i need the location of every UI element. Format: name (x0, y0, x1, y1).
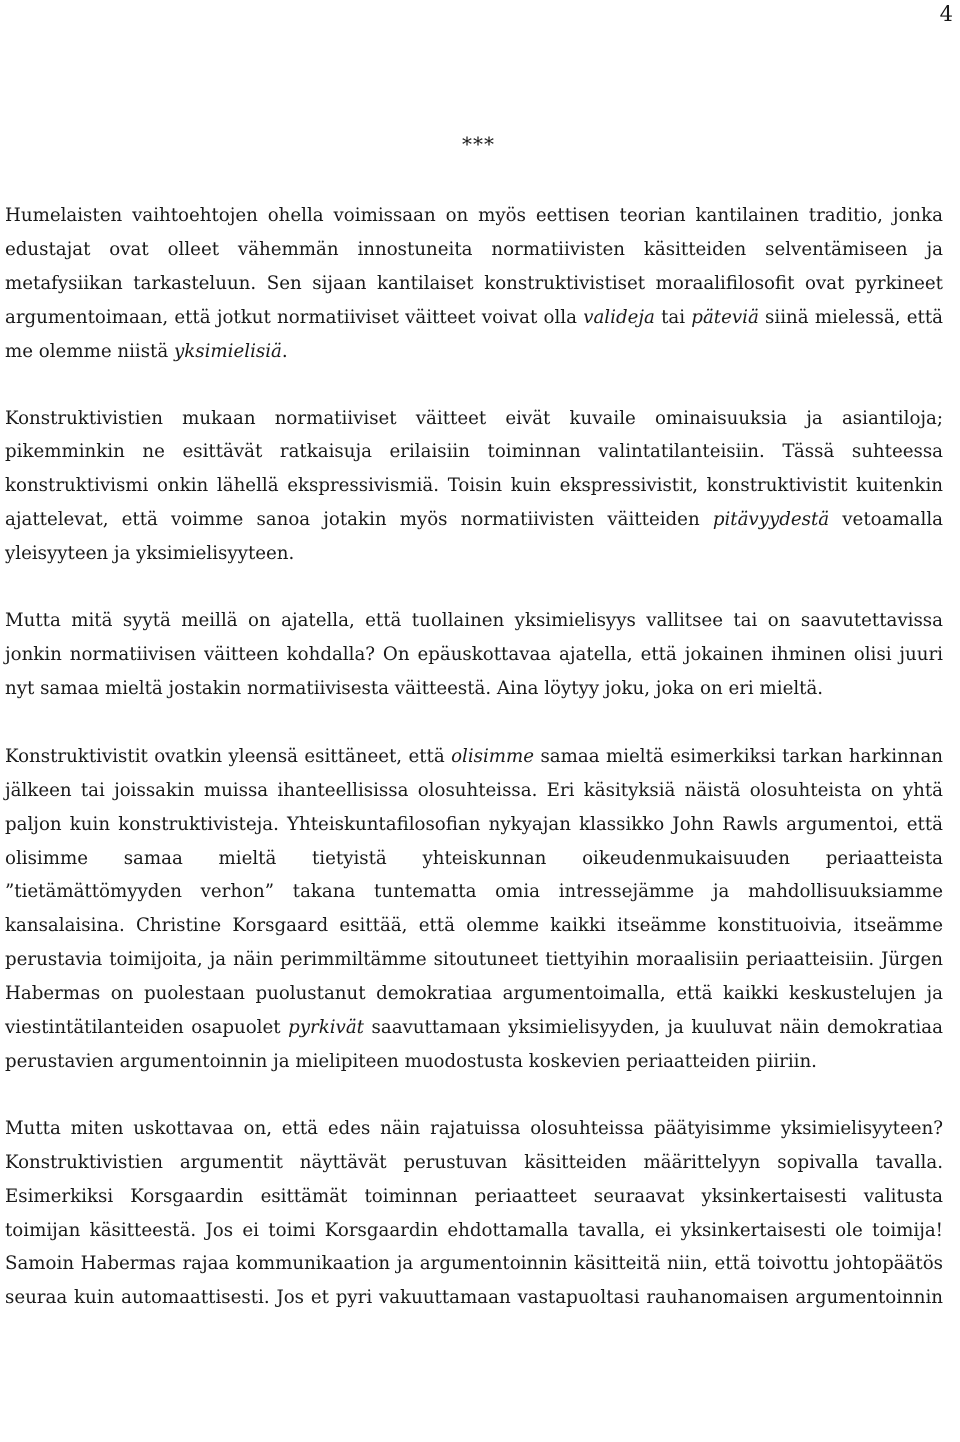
paragraph (5, 740, 943, 1079)
italic-text-run: yksimielisiä (173, 340, 282, 362)
italic-text-run: pitävyydestä (712, 509, 830, 531)
italic-text-run: valideja (583, 306, 655, 328)
text-run: . (281, 340, 288, 362)
section-separator: *** (462, 132, 495, 156)
text-run: Konstruktivistien mukaan normatiiviset väitteet eivät kuvaile ominaisuuksia ja asiantiloja; pikemminkin ne esittävät ratkaisuja erilaisiin toiminnan valintatilanteisiin. Tässä suhteessa konstruktivismi onkin lähellä ekspressivismiä. Toisin kuin ekspressivistit, konstruktivistit kuitenkin ajattelevat, että voimme sanoa jotakin myös normatiivisten väitteiden (5, 407, 943, 531)
text-run: samaa mieltä esimerkiksi tarkan harkinnan jälkeen tai joissakin muissa ihanteellisissa olosuhteissa. Eri käsityksiä näistä olosuhteista on yhtä paljon kuin konstruktivisteja. Yhteiskuntafilosofian nykyajan klassikko John Rawls argumentoi, että olisimme samaa mieltä tietyistä yhteiskunnan oikeudenmukaisuuden periaatteista ”tietämättömyyden verhon” takana tuntematta omia intressejämme ja mahdollisuuksiamme kansalaisina. Christine Korsgaard esittää, että olemme kaikki itseämme konstituoivia, itseämme perustavia toimijoita, ja näin perimmiltämme sitoutuneet tiettyihin moraalisiin periaatteisiin. Jürgen Habermas on puolestaan puolustanut demokratiaa argumentoimalla, että kaikki keskustelujen ja viestintätilanteiden osapuolet (5, 745, 943, 1039)
text-run: Mutta mitä syytä meillä on ajatella, että tuollainen yksimielisyys vallitsee tai on saavutettavissa jonkin normatiivisen väitteen kohdalla? On epäuskottavaa ajatella, että jokainen ihminen olisi juuri nyt samaa mieltä jostakin normatiivisesta väitteestä. Aina löytyy joku, joka on eri mieltä. (5, 610, 943, 699)
text-run: Konstruktivistit ovatkin yleensä esittäneet, että (5, 745, 452, 767)
text-run: saavuttamaan yksimielisyyden, ja kuuluvat näin demokratiaa perustavien argumentoinnin ja mielipiteen muodostusta koskevien periaatteiden piiriin. (5, 1017, 943, 1072)
text-run: Humelaisten vaihtoehtojen ohella voimissaan on myös eettisen teorian kantilainen traditio, jonka edustajat ovat olleet vähemmän innostuneita normatiivisten käsitteiden selventämiseen ja metafysiikan tarkasteluun. Sen sijaan kantilaiset konstruktivistiset moraalifilosofit ovat pyrkineet argumentoimaan, että jotkut normatiiviset väitteet voivat olla (5, 205, 943, 328)
page-number: 4 (939, 2, 953, 26)
paragraph (5, 604, 943, 706)
italic-text-run: olisimme (451, 745, 535, 767)
text-run: tai (654, 306, 692, 328)
text-run: Mutta miten uskottavaa on, että edes näin rajatuissa olosuhteissa päätyisimme yksimielisyyteen? Konstruktivistien argumentit näyttävät perustuvan käsitteiden määrittelyyn sopivalla tavalla. Esimerkiksi Korsgaardin esittämät toiminnan periaatteet seuraavat yksinkertaisesti valitusta toimijan käsitteestä. Jos ei toimi Korsgaardin ehdottamalla tavalla, ei yksinkertaisesti ole toimija! Samoin Habermas rajaa kommunikaation ja argumentoinnin käsitteitä niin, että toivottu johtopäätös seuraa kuin automaattisesti. Jos et pyri vakuuttamaan vastapuoltasi rauhanomaisen argumentoinnin (5, 1117, 943, 1309)
text-run: siinä mielessä, että me olemme niistä (5, 306, 943, 362)
italic-text-run: pyrkivät (288, 1017, 364, 1039)
paragraph (5, 1112, 943, 1315)
document-body (5, 199, 943, 1315)
text-run: vetoamalla yleisyyteen ja yksimielisyyteen. (5, 509, 943, 565)
italic-text-run: päteviä (691, 306, 759, 328)
paragraph (5, 199, 943, 369)
paragraph (5, 402, 943, 572)
